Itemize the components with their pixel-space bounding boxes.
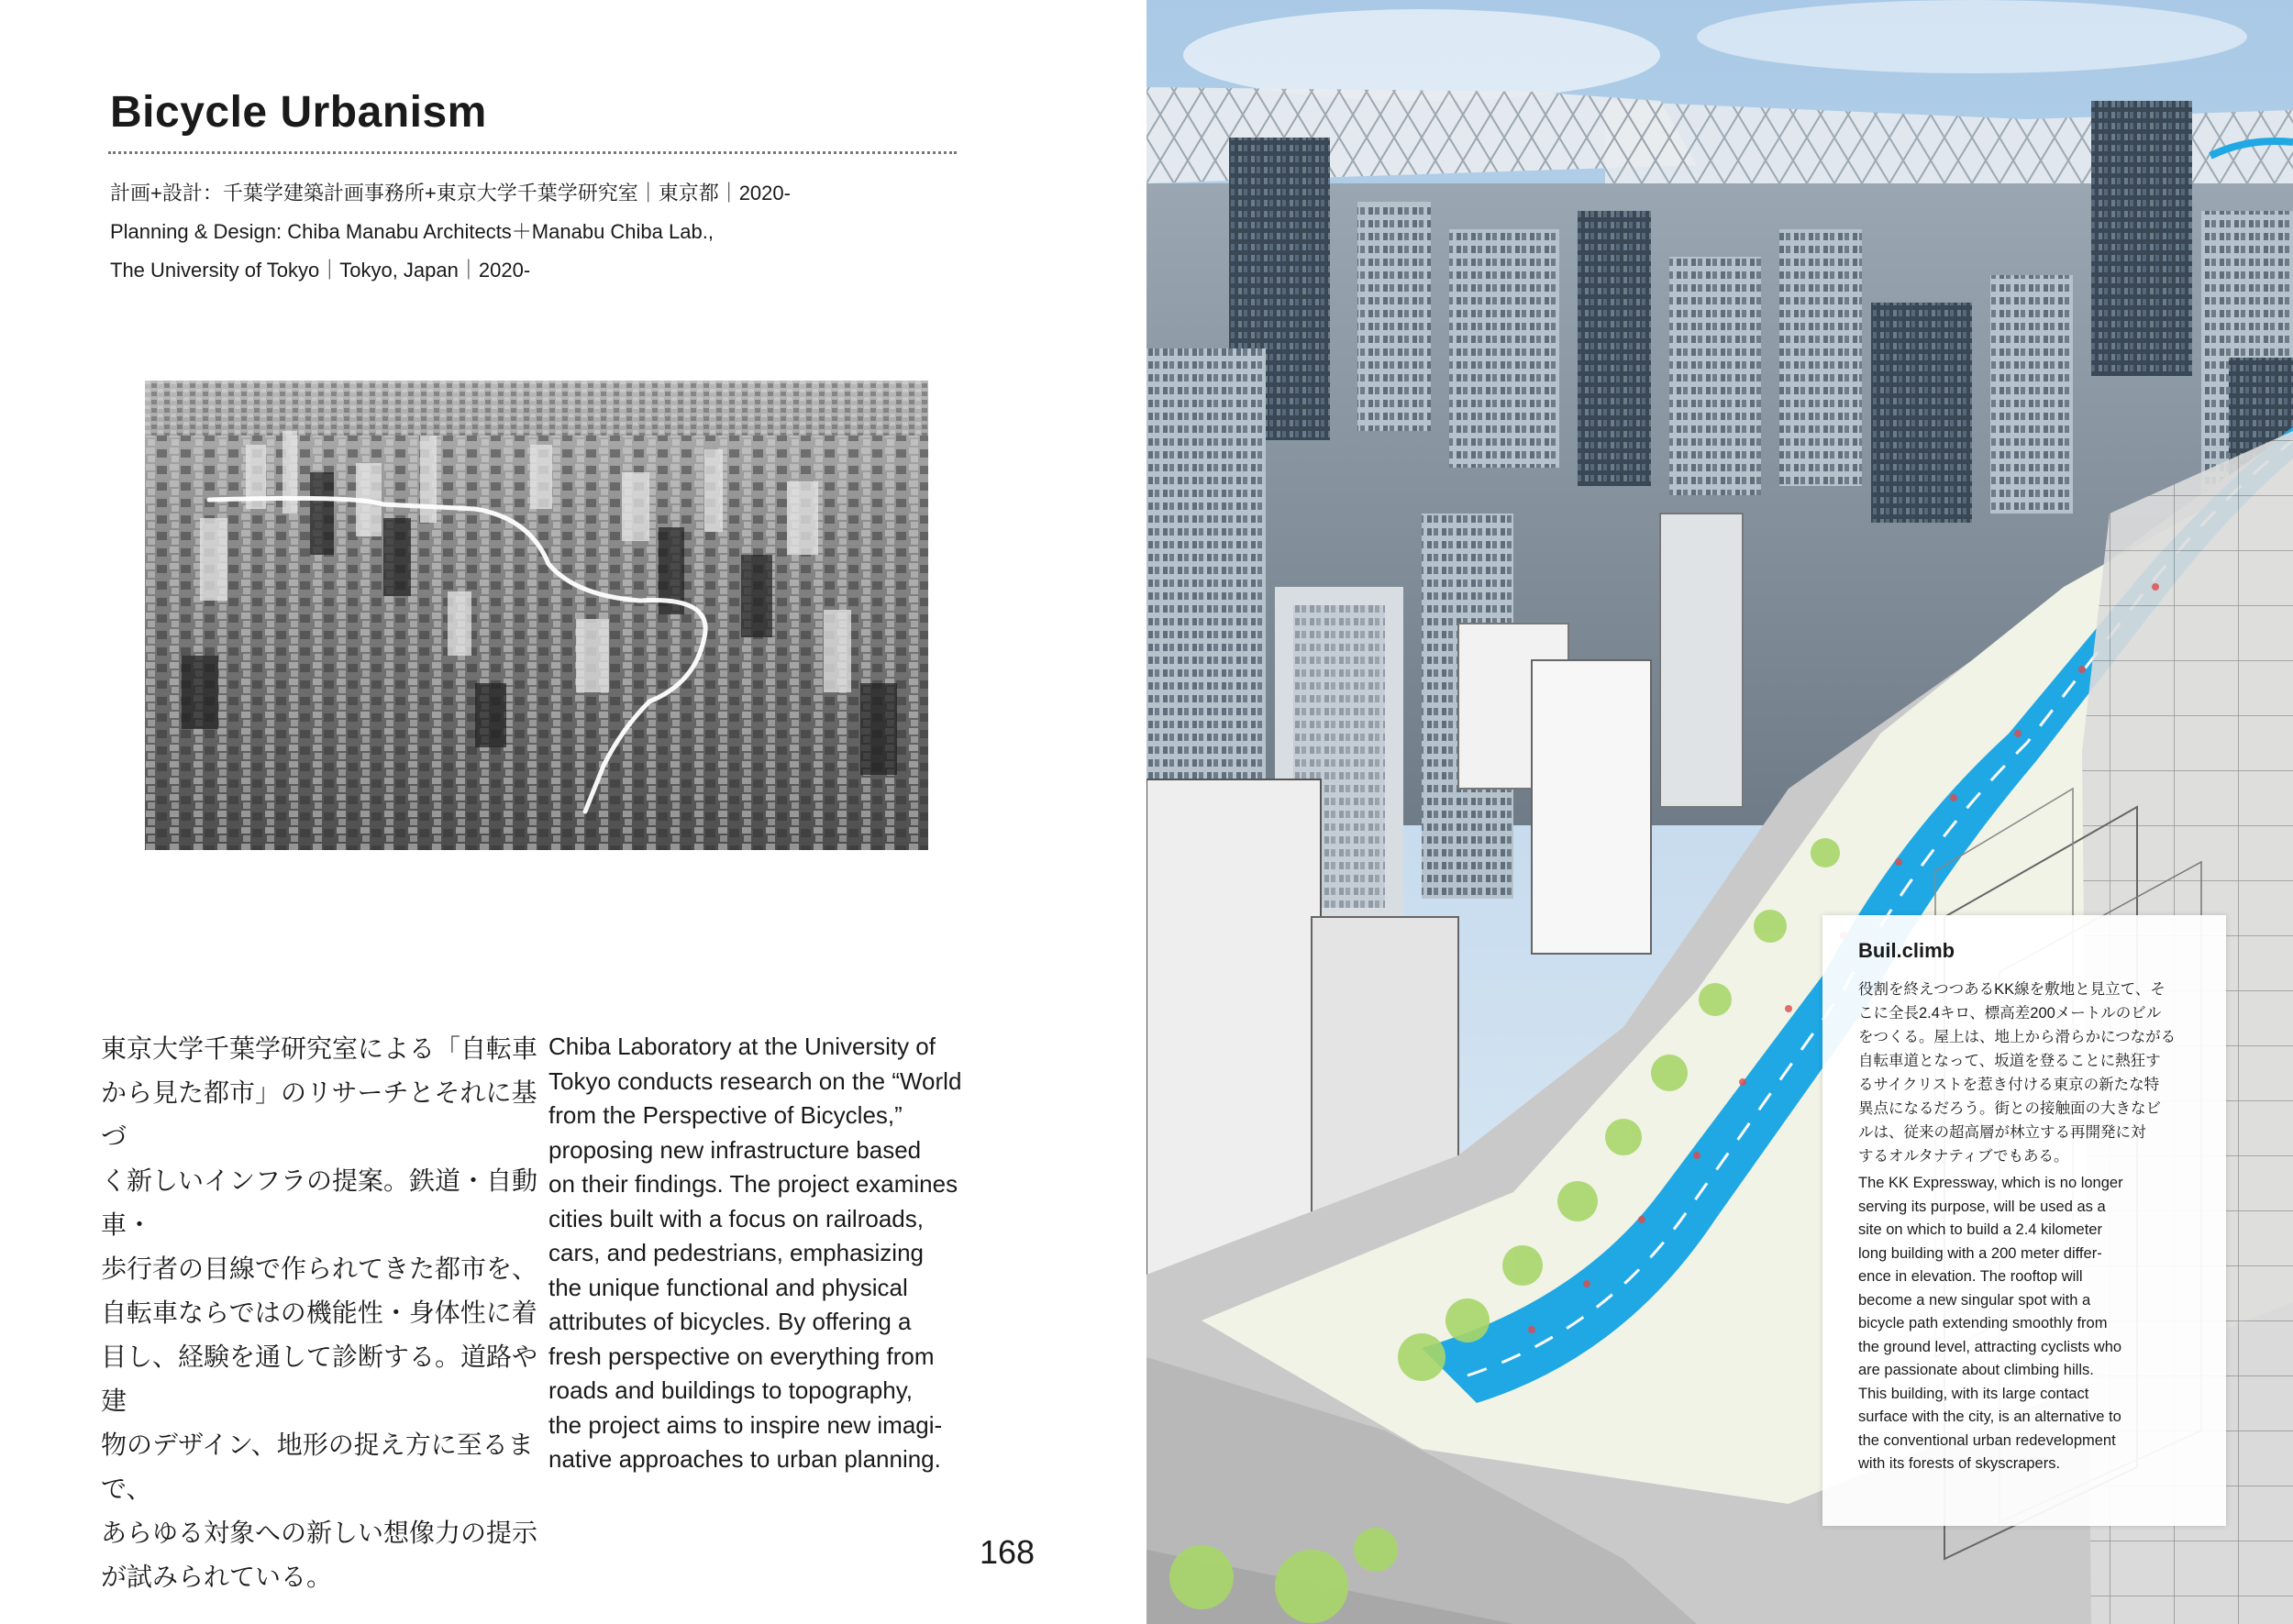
caption-jp — [1858, 978, 2190, 1168]
body-jp-line: 東京大学千葉学研究室による「自転車 — [101, 1034, 538, 1063]
credits-en-line2: The University of Tokyo｜Tokyo, Japan｜2020- — [110, 259, 531, 282]
body-en-line: roads and buildings to topography, — [548, 1376, 914, 1404]
caption-en-line: This building, with its large contact — [1858, 1385, 2089, 1402]
caption-en-line: serving its purpose, will be used as a — [1858, 1198, 2106, 1215]
body-en-line: native approaches to urban planning. — [548, 1445, 941, 1473]
left-page — [0, 0, 1146, 1624]
aerial-city-photo — [145, 381, 928, 850]
body-en-line: on their findings. The project examines — [548, 1170, 958, 1198]
caption-en-line: long building with a 200 meter differ- — [1858, 1244, 2102, 1262]
body-en-line: fresh perspective on everything from — [548, 1342, 935, 1370]
caption-jp-line: るサイクリストを惹き付ける東京の新たな特 — [1858, 1077, 2160, 1093]
caption-en-line: site on which to build a 2.4 kilometer — [1858, 1221, 2102, 1238]
caption-title: Buil.climb — [1858, 939, 1955, 962]
body-en-line: Tokyo conducts research on the “World — [548, 1066, 962, 1095]
caption-en-line: ence in elevation. The rooftop will — [1858, 1268, 2083, 1285]
credits-jp: 計画+設計：千葉学建築計画事務所+東京大学千葉学研究室｜東京都｜2020- — [110, 182, 791, 204]
project-caption-box — [1822, 915, 2226, 1526]
body-jp-line: 歩行者の目線で作られてきた都市を、 — [101, 1254, 538, 1283]
body-en-line: the project aims to inspire new imagi- — [548, 1410, 943, 1439]
body-jp-line: が試みられている。 — [101, 1563, 333, 1591]
body-jp-line: 物のデザイン、地形の捉え方に至るまで、 — [101, 1431, 534, 1503]
body-en-line: cars, and pedestrians, emphasizing — [548, 1239, 925, 1266]
caption-jp-line: 異点になるだろう。街との接触面の大きなビ — [1858, 1100, 2161, 1117]
body-text-en — [548, 1030, 1007, 1477]
body-en-line: Chiba Laboratory at the University of — [548, 1033, 936, 1060]
caption-en-line: the conventional urban redevelopment — [1858, 1431, 2116, 1449]
body-en-line: attributes of bicycles. By offering a — [548, 1308, 912, 1335]
body-jp-line: から見た都市」のリサーチとそれに基づ — [101, 1078, 537, 1151]
caption-en-line: with its forests of skyscrapers. — [1858, 1455, 2061, 1472]
caption-jp-line: 役割を終えつつあるKK線を敷地と見立て、そ — [1858, 981, 2166, 998]
body-en-line: from the Perspective of Bicycles,” — [548, 1101, 903, 1129]
caption-jp-line: ルは、従来の超高層が林立する再開発に対 — [1858, 1124, 2146, 1141]
body-text-jp — [101, 1027, 539, 1599]
caption-en — [1858, 1172, 2190, 1476]
credits-en-line1: Planning & Design: Chiba Manabu Architects＋Manabu Chiba Lab., — [110, 220, 714, 243]
body-en-line: proposing new infrastructure based — [548, 1135, 922, 1164]
dotted-divider — [108, 151, 957, 154]
body-jp-line: く新しいインフラの提案。鉄道・自動車・ — [101, 1166, 538, 1239]
body-en-line: cities built with a focus on railroads, — [548, 1204, 924, 1232]
caption-en-line: bicycle path extending smoothly from — [1858, 1315, 2108, 1331]
caption-jp-line: するオルタナティブでもある。 — [1858, 1148, 2069, 1165]
caption-jp-line: 自転車道となって、坂道を登ることに熱狂す — [1858, 1053, 2161, 1069]
page-title: Bicycle Urbanism — [110, 88, 487, 137]
page-number: 168 — [980, 1533, 1036, 1571]
caption-jp-line: をつくる。屋上は、地上から滑らかにつながる — [1858, 1029, 2177, 1045]
body-jp-line: 目し、経験を通して診断する。道路や建 — [101, 1342, 538, 1415]
caption-en-line: the ground level, attracting cyclists who — [1858, 1338, 2122, 1355]
body-jp-line: あらゆる対象への新しい想像力の提示 — [101, 1519, 538, 1547]
credits — [110, 174, 936, 290]
caption-en-line: become a new singular spot with a — [1858, 1291, 2091, 1309]
body-en-line: the unique functional and physical — [548, 1273, 908, 1301]
aerial-photo-graphic — [145, 381, 928, 850]
caption-en-line: are passionate about climbing hills. — [1858, 1362, 2094, 1378]
caption-jp-line: こに全長2.4キロ、標高差200メートルのビル — [1858, 1005, 2162, 1022]
caption-en-line: surface with the city, is an alternative to — [1858, 1409, 2121, 1425]
caption-en-line: The KK Expressway, which is no longer — [1858, 1175, 2123, 1191]
body-jp-line: 自転車ならではの機能性・身体性に着 — [101, 1298, 537, 1327]
